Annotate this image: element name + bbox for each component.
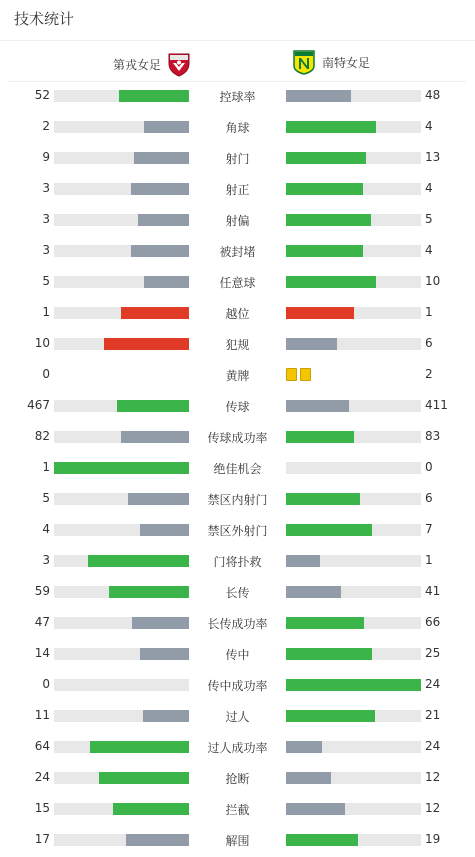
page-title: 技术统计 [14, 10, 75, 28]
away-stat-bar [286, 214, 421, 226]
away-stat-value: 12 [425, 801, 441, 815]
home-stat-value: 11 [34, 708, 50, 722]
away-stat-bar-fill [286, 245, 363, 257]
away-stat-value: 12 [425, 770, 441, 784]
home-stat-value: 3 [42, 243, 50, 257]
away-stat-bar-fill [286, 741, 322, 753]
away-stat-value: 4 [425, 243, 433, 257]
home-stat-bar [54, 648, 189, 660]
stat-row [0, 520, 475, 540]
home-stat-value: 52 [34, 88, 50, 102]
home-stat-bar [54, 431, 189, 443]
home-stat-value: 1 [42, 460, 50, 474]
away-team-name: 南特女足 [322, 55, 371, 70]
home-stat-bar [54, 276, 189, 288]
stat-label: 抢断 [225, 772, 250, 786]
away-stat-bar-fill [286, 586, 341, 598]
stat-row [0, 582, 475, 602]
away-stat-value: 25 [425, 646, 441, 660]
home-stat-bar [54, 617, 189, 629]
home-stat-value: 59 [34, 584, 50, 598]
away-stat-value: 48 [425, 88, 441, 102]
stat-row [0, 830, 475, 850]
away-stat-value: 5 [425, 212, 433, 226]
stat-label: 传球 [225, 400, 250, 414]
home-stat-bar [54, 741, 189, 753]
home-team-name: 第戎女足 [112, 57, 161, 72]
home-stat-bar-fill [131, 245, 189, 257]
yellow-card-icon [286, 368, 297, 381]
home-stat-value: 82 [34, 429, 50, 443]
away-stat-value: 0 [425, 460, 433, 474]
away-stat-value: 7 [425, 522, 433, 536]
away-stat-value: 411 [425, 398, 448, 412]
away-stat-bar [286, 400, 421, 412]
away-yellow-cards [286, 368, 311, 381]
away-stat-bar-fill [286, 772, 331, 784]
stat-row [0, 148, 475, 168]
away-stat-bar [286, 741, 421, 753]
away-stat-bar [286, 648, 421, 660]
away-stat-bar [286, 245, 421, 257]
home-stat-value: 15 [34, 801, 50, 815]
home-stat-bar-fill [140, 524, 189, 536]
away-stat-value: 1 [425, 553, 433, 567]
away-stat-bar [286, 152, 421, 164]
away-stat-value: 21 [425, 708, 441, 722]
stat-label: 犯规 [225, 338, 250, 352]
stat-row [0, 768, 475, 788]
home-stat-bar [54, 400, 189, 412]
home-stat-bar-fill [140, 648, 189, 660]
home-stat-bar-fill [132, 617, 189, 629]
home-stat-bar-fill [99, 772, 189, 784]
teams-header [8, 41, 466, 82]
away-stat-bar-fill [286, 400, 349, 412]
home-stat-bar-fill [131, 183, 189, 195]
away-stat-bar-fill [286, 276, 376, 288]
home-stat-bar-fill [113, 803, 189, 815]
home-stat-value: 3 [42, 181, 50, 195]
away-stat-bar [286, 586, 421, 598]
home-stat-bar-fill [143, 710, 189, 722]
home-stat-bar [54, 183, 189, 195]
home-stat-bar [54, 214, 189, 226]
stat-label: 射偏 [225, 214, 250, 228]
home-stat-value: 24 [34, 770, 50, 784]
home-stat-bar [54, 555, 189, 567]
away-stat-bar [286, 276, 421, 288]
away-stat-bar [286, 679, 421, 691]
stat-label: 角球 [225, 121, 250, 135]
away-stat-bar-fill [286, 307, 354, 319]
stat-row [0, 613, 475, 633]
stat-row [0, 706, 475, 726]
away-stat-value: 83 [425, 429, 441, 443]
away-stat-bar-fill [286, 183, 363, 195]
away-stat-bar [286, 803, 421, 815]
away-stat-bar [286, 338, 421, 350]
home-stat-bar-fill [134, 152, 189, 164]
away-stat-bar [286, 462, 421, 474]
away-stat-value: 66 [425, 615, 441, 629]
stat-label: 过人 [225, 710, 250, 724]
away-stat-value: 24 [425, 677, 441, 691]
home-stat-bar-fill [104, 338, 189, 350]
home-stat-value: 14 [34, 646, 50, 660]
away-stat-bar [286, 493, 421, 505]
stat-row [0, 458, 475, 478]
home-stat-value: 9 [42, 150, 50, 164]
stat-label: 控球率 [219, 90, 256, 104]
home-stat-bar [54, 772, 189, 784]
yellow-card-icon [300, 368, 311, 381]
home-stat-value: 2 [42, 119, 50, 133]
home-stat-bar-fill [128, 493, 189, 505]
home-stat-bar-fill [121, 307, 189, 319]
away-stat-value: 13 [425, 150, 441, 164]
stat-label: 绝佳机会 [213, 462, 262, 476]
nantes-crest-icon [292, 49, 316, 75]
home-stat-value: 47 [34, 615, 50, 629]
stat-row [0, 365, 475, 385]
home-stat-value: 64 [34, 739, 50, 753]
away-stat-value: 6 [425, 491, 433, 505]
home-stat-bar [54, 462, 189, 474]
away-stat-value: 24 [425, 739, 441, 753]
home-stat-bar [54, 803, 189, 815]
stat-row [0, 644, 475, 664]
stat-row [0, 241, 475, 261]
stat-row [0, 117, 475, 137]
away-stat-value: 1 [425, 305, 433, 319]
home-stat-value: 3 [42, 212, 50, 226]
home-stat-bar-fill [144, 121, 189, 133]
home-stat-bar [54, 90, 189, 102]
away-stat-bar [286, 307, 421, 319]
away-stat-value: 2 [425, 367, 433, 381]
away-stat-value: 19 [425, 832, 441, 846]
stat-label: 禁区外射门 [207, 524, 268, 538]
stat-label: 传中成功率 [207, 679, 268, 693]
stat-row [0, 551, 475, 571]
stat-row [0, 86, 475, 106]
away-stat-value: 4 [425, 181, 433, 195]
home-stat-bar [54, 524, 189, 536]
stat-label: 射门 [225, 152, 250, 166]
stat-row [0, 179, 475, 199]
away-stat-bar [286, 431, 421, 443]
stat-label: 门将扑救 [213, 555, 262, 569]
home-stat-bar [54, 586, 189, 598]
stat-row [0, 489, 475, 509]
home-stat-bar-fill [54, 462, 189, 474]
away-stat-bar [286, 555, 421, 567]
stat-label: 黄牌 [225, 369, 250, 383]
home-stat-bar [54, 121, 189, 133]
away-stat-value: 10 [425, 274, 441, 288]
stat-label: 传中 [225, 648, 250, 662]
away-stat-bar-fill [286, 803, 345, 815]
home-stat-bar-fill [88, 555, 189, 567]
away-stat-value: 4 [425, 119, 433, 133]
stat-row [0, 427, 475, 447]
stat-label: 射正 [225, 183, 250, 197]
away-stat-bar [286, 90, 421, 102]
home-stat-value: 4 [42, 522, 50, 536]
home-stat-value: 0 [42, 677, 50, 691]
home-stat-bar [54, 307, 189, 319]
stat-label: 拦截 [225, 803, 250, 817]
home-stat-value: 10 [34, 336, 50, 350]
away-stat-bar-fill [286, 431, 354, 443]
away-stat-bar-fill [286, 555, 320, 567]
stat-row [0, 396, 475, 416]
away-stat-bar-fill [286, 679, 421, 691]
away-stat-bar [286, 183, 421, 195]
stat-label: 越位 [225, 307, 250, 321]
home-stat-bar [54, 710, 189, 722]
home-stat-bar-fill [121, 431, 189, 443]
away-stat-bar [286, 710, 421, 722]
away-stat-value: 41 [425, 584, 441, 598]
stat-label: 禁区内射门 [207, 493, 268, 507]
away-stat-bar [286, 834, 421, 846]
home-stat-bar [54, 338, 189, 350]
stat-label: 传球成功率 [207, 431, 268, 445]
home-stat-bar [54, 493, 189, 505]
home-stat-bar-fill [144, 276, 189, 288]
home-stat-bar-fill [138, 214, 189, 226]
stat-label: 任意球 [219, 276, 256, 290]
stat-row [0, 210, 475, 230]
away-stat-bar-fill [286, 214, 371, 226]
home-stat-bar [54, 834, 189, 846]
away-stat-bar-fill [286, 90, 351, 102]
home-stat-value: 17 [34, 832, 50, 846]
away-stat-bar [286, 121, 421, 133]
home-team[interactable] [113, 51, 191, 77]
away-stat-bar-fill [286, 710, 375, 722]
home-stat-value: 5 [42, 274, 50, 288]
home-stat-bar-fill [126, 834, 189, 846]
away-stat-bar [286, 524, 421, 536]
away-stat-bar-fill [286, 648, 372, 660]
stat-row [0, 799, 475, 819]
home-stat-bar-fill [117, 400, 189, 412]
away-stat-bar-fill [286, 493, 360, 505]
home-stat-bar-fill [119, 90, 189, 102]
stat-row [0, 272, 475, 292]
home-stat-value: 1 [42, 305, 50, 319]
stat-label: 长传 [225, 586, 250, 600]
home-stat-bar-fill [109, 586, 189, 598]
stat-label: 过人成功率 [207, 741, 268, 755]
away-stat-value: 6 [425, 336, 433, 350]
home-stat-value: 0 [42, 367, 50, 381]
home-stat-value: 3 [42, 553, 50, 567]
stat-row [0, 737, 475, 757]
away-stat-bar-fill [286, 617, 364, 629]
stat-row [0, 303, 475, 323]
home-stat-bar [54, 679, 189, 691]
away-stat-bar-fill [286, 152, 366, 164]
away-stat-bar-fill [286, 338, 337, 350]
home-stat-bar-fill [90, 741, 189, 753]
home-stat-bar [54, 152, 189, 164]
away-stat-bar-fill [286, 524, 372, 536]
stat-label: 被封堵 [219, 245, 256, 259]
away-stat-bar-fill [286, 834, 358, 846]
dijon-crest-icon [167, 51, 191, 77]
home-stat-value: 467 [27, 398, 50, 412]
stat-label: 解围 [225, 834, 250, 848]
home-stat-bar [54, 245, 189, 257]
away-stat-bar [286, 617, 421, 629]
away-stat-bar-fill [286, 121, 376, 133]
away-stat-bar [286, 772, 421, 784]
home-stat-value: 5 [42, 491, 50, 505]
stat-row [0, 334, 475, 354]
stat-label: 长传成功率 [207, 617, 268, 631]
stat-row [0, 675, 475, 695]
away-team[interactable] [292, 49, 370, 75]
